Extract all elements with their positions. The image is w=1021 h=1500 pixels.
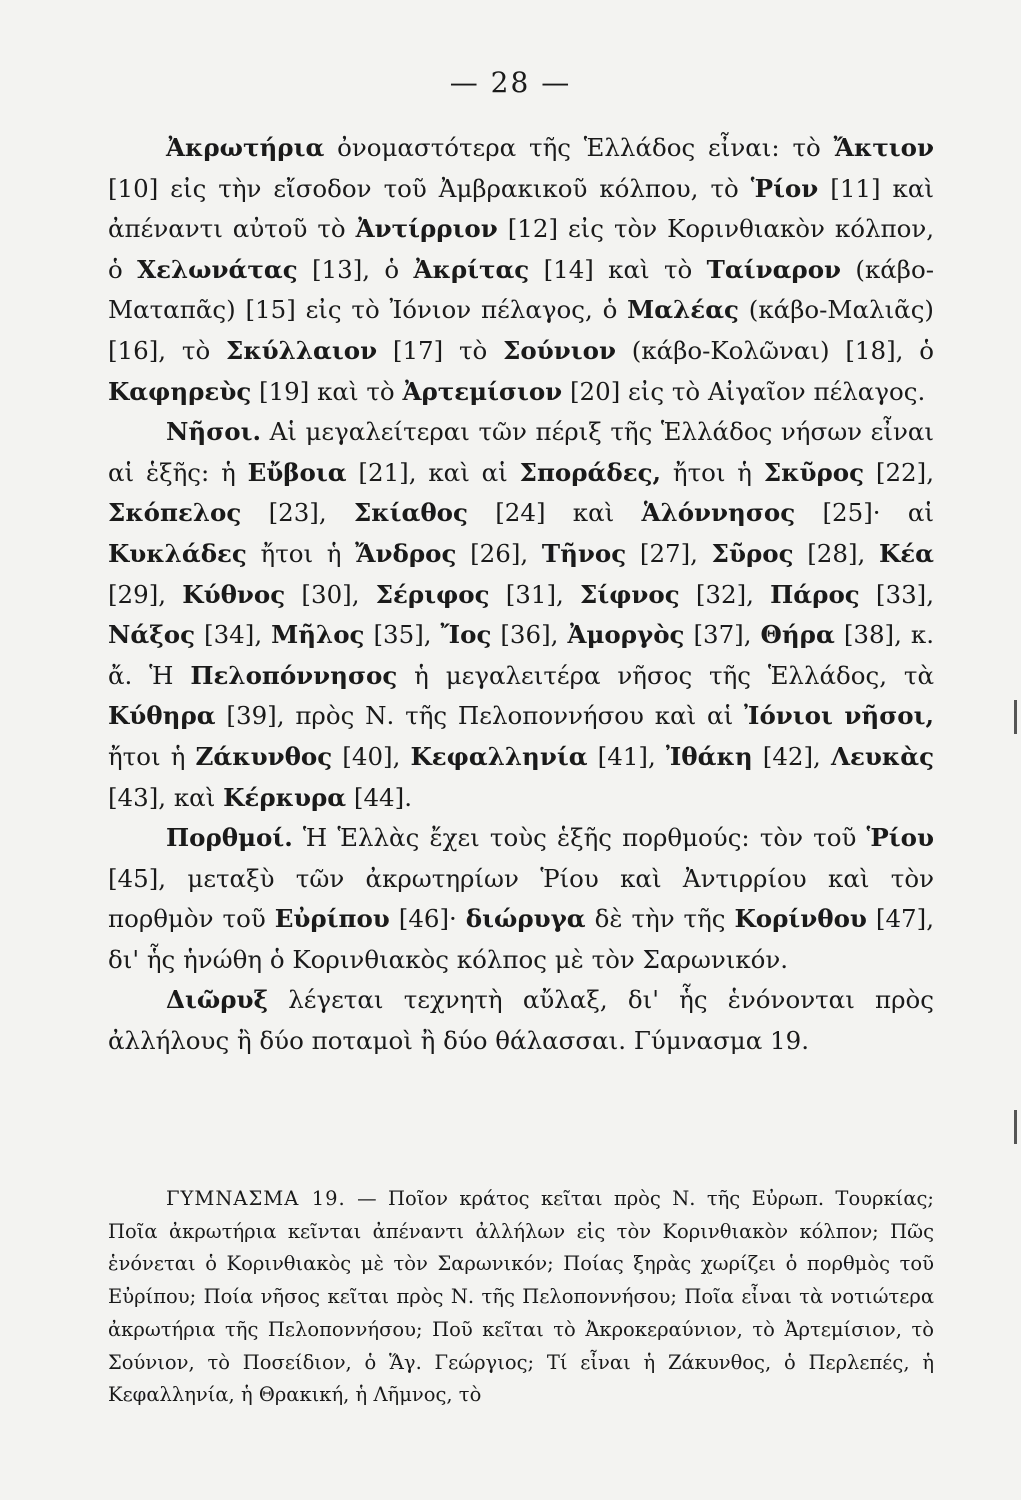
text-run: [42],	[752, 741, 831, 771]
place-name: Πάρος	[770, 579, 860, 609]
text-run: [45], μεταξὺ τῶν ἀκρωτηρίων Ῥίου καὶ Ἀντιρρίου καὶ τὸν πορθμὸν τοῦ	[108, 863, 934, 934]
place-name: Εὐρίπου	[274, 904, 390, 934]
paragraph-islands	[108, 412, 934, 818]
text-run: [22],	[864, 457, 934, 487]
text-run: Αἱ μεγαλείτεραι τῶν πέριξ τῆς Ἑλλάδος νήσων εἶναι αἱ ἑξῆς: ἡ	[108, 417, 934, 487]
place-name: Τῆνος	[541, 538, 627, 568]
section-heading: Διῶρυξ	[166, 985, 268, 1015]
text-run: [44].	[346, 782, 412, 812]
text-run: ἤτοι ἡ	[246, 538, 356, 568]
exercise-heading: ΓΥΜΝΑΣΜΑ 19.	[166, 1187, 346, 1210]
place-name: Ἰόνιοι νῆσοι,	[744, 701, 934, 731]
text-run: Ἡ Ἑλλὰς ἔχει τοὺς ἑξῆς πορθμούς: τὸν τοῦ	[292, 823, 867, 853]
place-name: Νάξος	[108, 620, 196, 650]
text-run: [38], κ. ἄ. Ἡ	[108, 620, 934, 690]
exercise-ref: Γύμνασμα 19.	[633, 1026, 810, 1056]
place-name: Ἀμοργὸς	[567, 620, 685, 650]
text-run: [33],	[859, 579, 934, 609]
place-name: Σκίαθος	[353, 498, 468, 528]
text-run: [40],	[332, 741, 411, 771]
paragraph-canal	[108, 980, 934, 1061]
place-name: Ἁλόννησος	[641, 498, 796, 528]
text-run: (κάβο-Μαλιᾶς) [16], τὸ	[108, 295, 934, 365]
place-name: Λευκὰς	[830, 741, 934, 771]
section-heading: Πορθμοί.	[166, 823, 293, 853]
text-run: [17] τὸ	[377, 335, 504, 365]
place-name: Πελοπόννησος	[190, 660, 398, 690]
text-run: [39], πρὸς Ν. τῆς Πελοποννήσου καὶ αἱ	[215, 701, 745, 731]
text-run: [27],	[626, 538, 712, 568]
place-name: Κέα	[878, 538, 935, 568]
place-name: Σκύλλαιον	[226, 335, 378, 365]
text-run: (κάβο-Ματαπᾶς) [15] εἰς τὸ Ἰόνιον πέλαγος, ὁ	[108, 254, 935, 325]
text-run: (κάβο-Κολῶναι) [18], ὁ	[615, 335, 934, 365]
place-name: Μῆλος	[271, 620, 365, 650]
place-name: Μαλέας	[627, 295, 739, 325]
text-run: [28],	[793, 538, 879, 568]
text-run: [13], ὁ	[297, 254, 414, 284]
text-run: [25]· αἱ	[795, 498, 934, 528]
text-run: [11] καὶ ἀπέναντι αὐτοῦ τὸ	[108, 173, 934, 244]
scan-edge-mark	[1014, 1110, 1017, 1144]
place-name: Εὔβοια	[247, 457, 347, 487]
text-run: [20] εἰς τὸ Αἰγαῖον πέλαγος.	[562, 376, 926, 406]
place-name: Κύθνος	[182, 579, 286, 609]
text-run: ἡ μεγαλειτέρα νῆσος τῆς Ἑλλάδος, τὰ	[397, 660, 934, 690]
place-name: Κυκλάδες	[108, 538, 247, 568]
section-heading: Ἀκρωτήρια	[166, 133, 325, 162]
text-run: [29],	[108, 579, 183, 609]
footnote-exercise	[108, 1183, 934, 1412]
place-name: Κεφαλληνία	[410, 741, 588, 771]
paragraph-capes	[108, 128, 934, 412]
text-run: [34],	[195, 620, 272, 650]
text-run: [36],	[491, 620, 568, 650]
place-name: Ἀκρίτας	[413, 254, 530, 284]
place-name: Σκόπελος	[108, 498, 242, 528]
place-name: Σῦρος	[711, 538, 794, 568]
scan-edge-mark	[1014, 700, 1017, 734]
main-text	[108, 128, 934, 1062]
place-name: Ῥίον	[750, 173, 819, 203]
text-run: [23],	[241, 498, 354, 528]
place-name: Ταίναρον	[706, 254, 842, 284]
place-name: Ἴος	[440, 620, 492, 650]
place-name: διώρυγα	[465, 904, 586, 934]
paragraph-straits	[108, 818, 934, 980]
place-name: Ἄκτιον	[833, 133, 934, 162]
text-run: [10] εἰς τὴν εἴσοδον τοῦ Ἀμβρακικοῦ κόλπου, τὸ	[108, 173, 751, 203]
place-name: Κέρκυρα	[223, 782, 347, 812]
text-run: [21], καὶ αἱ	[346, 457, 520, 487]
page-number: — 28 —	[449, 66, 572, 99]
text-run: λέγεται τεχνητὴ αὔλαξ, δι' ἧς ἑνόνονται πρὸς ἀλλήλους ἢ δύο ποταμοὶ ἢ δύο θάλασσαι.	[108, 985, 934, 1056]
text-run: [32],	[679, 579, 771, 609]
text-run: [35],	[364, 620, 441, 650]
text-run: [12] εἰς τὸν Κορινθιακὸν κόλπον, ὁ	[108, 214, 934, 284]
text-run: ὀνομαστότερα τῆς Ἑλλάδος εἶναι: τὸ	[324, 133, 834, 162]
text-run: [46]·	[389, 904, 466, 934]
place-name: Ζάκυνθος	[195, 741, 333, 771]
text-run: [41],	[587, 741, 666, 771]
place-name: Καφηρεὺς	[108, 376, 252, 406]
place-name: Ῥίου	[866, 823, 934, 853]
text-run: δὲ τὴν τῆς	[585, 904, 735, 934]
place-name: Σποράδες,	[519, 457, 662, 487]
place-name: Σίφνος	[580, 579, 680, 609]
place-name: Κύθηρα	[108, 701, 216, 731]
section-heading: Νῆσοι.	[166, 417, 261, 447]
text-run: ἤτοι ἡ	[661, 457, 764, 487]
text-run: [30],	[285, 579, 376, 609]
place-name: Θήρα	[760, 620, 835, 650]
place-name: Ἀντίρριον	[355, 214, 498, 244]
place-name: Σέριφος	[375, 579, 490, 609]
text-run: [19] καὶ τὸ	[251, 376, 403, 406]
text-run: [43], καὶ	[108, 782, 224, 812]
text-run: [37],	[684, 620, 761, 650]
place-name: Ἰθάκη	[665, 741, 753, 771]
exercise-questions: — Ποῖον κράτος κεῖται πρὸς Ν. τῆς Εὐρωπ. Τουρκίας; Ποῖα ἀκρωτήρια κεῖνται ἀπέναντι ἀλλήλων εἰς τὸν Κορινθιακὸν κόλπον; Πῶς ἑνόνεται ὁ Κορινθιακὸς μὲ τὸν Σαρωνικόν; Ποίας ξηρὰς χωρίζει ὁ πορθμὸς τοῦ Εὐρίπου; Ποία νῆσος κεῖται πρὸς Ν. τῆς Πελοποννήσου; Ποῖα εἶναι τὰ νοτιώτερα ἀκρωτήρια τῆς Πελοποννήσου; Ποῦ κεῖται τὸ Ἀκροκεραύνιον, τὸ Ἀρτεμίσιον, τὸ Σούνιον, τὸ Ποσείδιον, ὁ Ἅγ. Γεώργιος; Τί εἶναι ἡ Ζάκυνθος, ὁ Περλεπές, ἡ Κεφαλληνία, ἡ Θρακική, ἡ Λῆμνος, τὸ	[108, 1187, 934, 1407]
text-run: [31],	[489, 579, 581, 609]
place-name: Ἄνδρος	[355, 538, 457, 568]
text-run: [47], δι' ἧς ἡνώθη ὁ Κορινθιακὸς κόλπος μὲ τὸν Σαρωνικόν.	[108, 904, 934, 974]
text-run: [26],	[456, 538, 542, 568]
place-name: Ἀρτεμίσιον	[402, 376, 563, 406]
text-run: ἤτοι ἡ	[108, 741, 196, 771]
place-name: Σούνιον	[503, 335, 616, 365]
place-name: Σκῦρος	[763, 457, 865, 487]
text-run: [24] καὶ	[467, 498, 642, 528]
text-run: [14] καὶ τὸ	[529, 254, 707, 284]
place-name: Χελωνάτας	[137, 254, 298, 284]
place-name: Κορίνθου	[734, 904, 867, 934]
